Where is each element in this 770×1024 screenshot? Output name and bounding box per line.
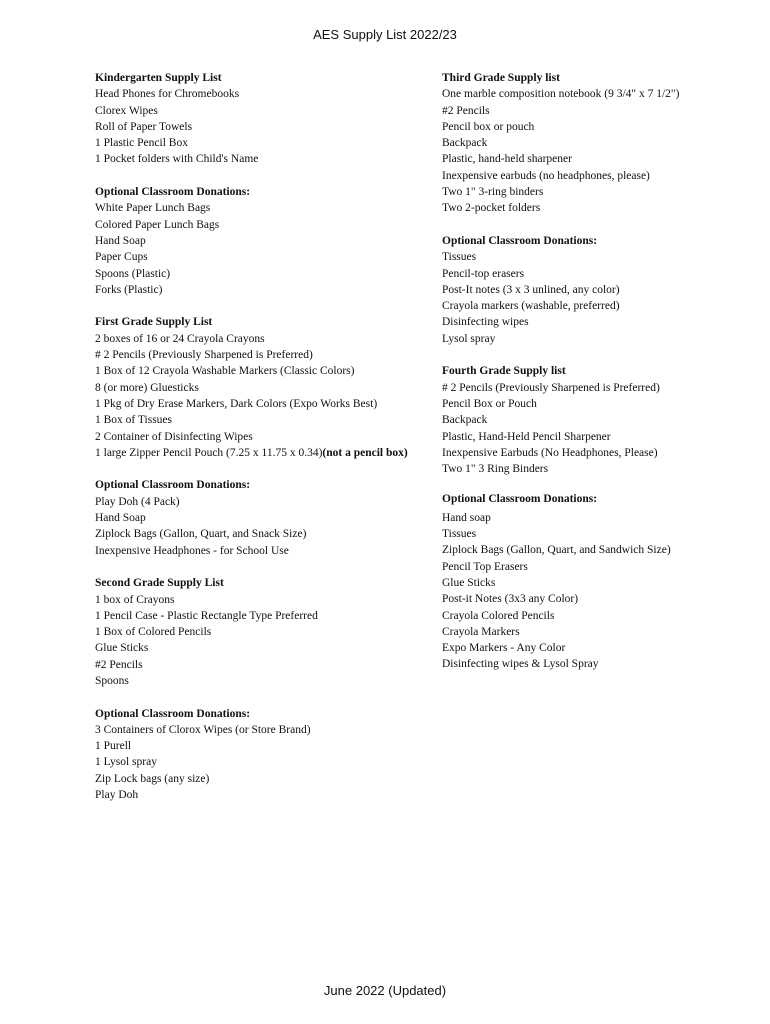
list-item: Pencil Top Erasers: [442, 560, 528, 573]
first-grade-section: [95, 314, 435, 461]
list-item: Pencil-top erasers: [442, 267, 525, 280]
list-item: #2 Pencils: [95, 658, 143, 671]
list-item: 1 Box of 12 Crayola Washable Markers (Classic Colors): [95, 365, 355, 378]
list-item: Crayola Markers: [442, 625, 520, 638]
list-item: 1 Plastic Pencil Box: [95, 137, 188, 150]
list-item: 1 box of Crayons: [95, 593, 175, 606]
list-item: Hand soap: [442, 511, 491, 524]
section-heading: Second Grade Supply List: [95, 577, 224, 590]
list-item: Zip Lock bags (any size): [95, 772, 210, 785]
list-item: Post-it Notes (3x3 any Color): [442, 593, 579, 606]
list-item: One marble composition notebook (9 3/4" x 7 1/2"): [442, 88, 680, 101]
list-item: Two 1" 3 Ring Binders: [442, 463, 549, 476]
second-grade-section: [95, 575, 435, 689]
list-item: Clorex Wipes: [95, 104, 158, 117]
list-item: Roll of Paper Towels: [95, 120, 193, 133]
list-item: 8 (or more) Gluesticks: [95, 381, 199, 394]
list-item: Colored Paper Lunch Bags: [95, 218, 220, 231]
kindergarten-donations-section: [95, 184, 435, 298]
list-item: Disinfecting wipes & Lysol Spray: [442, 658, 599, 671]
section-heading: Kindergarten Supply List: [95, 72, 222, 84]
list-item: Glue Sticks: [442, 576, 496, 589]
section-heading: Optional Classroom Donations:: [442, 493, 598, 506]
third-grade-donations-section: [442, 233, 752, 347]
list-item: 1 Pkg of Dry Erase Markers, Dark Colors (Expo Works Best): [95, 397, 378, 410]
list-item: Lysol spray: [442, 332, 496, 345]
list-item: 1 Box of Tissues: [95, 414, 173, 427]
fourth-grade-donations-section: [442, 491, 752, 672]
list-item: Two 1" 3-ring binders: [442, 186, 544, 199]
list-item: #2 Pencils: [442, 104, 490, 117]
list-item: # 2 Pencils (Previously Sharpened is Preferred): [95, 349, 313, 362]
list-item: [95, 445, 435, 461]
list-item: Inexpensive Headphones - for School Use: [95, 544, 289, 557]
item-emphasis: (not a pencil box): [322, 446, 408, 459]
list-item: Expo Markers - Any Color: [442, 642, 566, 655]
list-item: Spoons (Plastic): [95, 267, 171, 280]
document-footer: June 2022 (Updated): [323, 983, 447, 998]
list-item: Backpack: [442, 414, 488, 427]
fourth-grade-section: [442, 363, 752, 477]
list-item: Post-It notes (3 x 3 unlined, any color): [442, 283, 620, 296]
section-heading: Fourth Grade Supply list: [442, 365, 566, 378]
list-item: Ziplock Bags (Gallon, Quart, and Sandwich Size): [442, 544, 671, 557]
second-grade-donations-section: [95, 706, 435, 804]
list-item: # 2 Pencils (Previously Sharpened is Preferred): [442, 381, 660, 394]
section-heading: Optional Classroom Donations:: [95, 479, 251, 492]
list-item: 1 Pencil Case - Plastic Rectangle Type Preferred: [95, 609, 318, 622]
list-item: Play Doh: [95, 789, 139, 802]
list-item: 1 Pocket folders with Child's Name: [95, 153, 259, 166]
section-heading: Optional Classroom Donations:: [95, 186, 251, 199]
right-column: [442, 70, 752, 689]
list-item: Disinfecting wipes: [442, 316, 529, 329]
list-item: 1 Purell: [95, 740, 132, 753]
list-item: Hand Soap: [95, 512, 146, 525]
list-item: Ziplock Bags (Gallon, Quart, and Snack Size): [95, 528, 307, 541]
list-item: 2 boxes of 16 or 24 Crayola Crayons: [95, 332, 265, 345]
list-item: Head Phones for Chromebooks: [95, 88, 240, 101]
section-heading: Optional Classroom Donations:: [95, 707, 251, 720]
list-item: Two 2-pocket folders: [442, 202, 541, 215]
list-item: Pencil box or pouch: [442, 120, 535, 133]
list-item: 3 Containers of Clorox Wipes (or Store Brand): [95, 723, 311, 736]
list-item: Play Doh (4 Pack): [95, 495, 180, 508]
list-item: Forks (Plastic): [95, 283, 163, 296]
list-item: Inexpensive earbuds (no headphones, please): [442, 169, 650, 182]
section-heading: First Grade Supply List: [95, 316, 213, 329]
kindergarten-section: [95, 70, 435, 168]
first-grade-donations-section: [95, 477, 435, 558]
list-item: Plastic, hand-held sharpener: [442, 153, 572, 166]
list-item: Pencil Box or Pouch: [442, 397, 537, 410]
list-item: 2 Container of Disinfecting Wipes: [95, 430, 253, 443]
list-item: Inexpensive Earbuds (No Headphones, Please): [442, 446, 658, 459]
list-item: Tissues: [442, 251, 477, 264]
left-column: [95, 70, 435, 820]
list-item: Backpack: [442, 137, 488, 150]
list-item: Crayola Colored Pencils: [442, 609, 555, 622]
list-item: Crayola markers (washable, preferred): [442, 300, 620, 313]
list-item: Paper Cups: [95, 251, 148, 264]
list-item: Spoons: [95, 674, 129, 687]
item-text: 1 large Zipper Pencil Pouch (7.25 x 11.75 x 0.34): [95, 446, 323, 459]
list-item: White Paper Lunch Bags: [95, 202, 211, 215]
list-item: Plastic, Hand-Held Pencil Sharpener: [442, 430, 611, 443]
third-grade-section: [442, 70, 752, 217]
section-heading: Third Grade Supply list: [442, 72, 560, 84]
list-item: Tissues: [442, 528, 477, 541]
list-item: Hand Soap: [95, 234, 146, 247]
list-item: 1 Box of Colored Pencils: [95, 626, 212, 639]
document-title: AES Supply List 2022/23: [313, 27, 457, 42]
list-item: Glue Sticks: [95, 642, 149, 655]
section-heading: Optional Classroom Donations:: [442, 234, 598, 247]
list-item: 1 Lysol spray: [95, 756, 157, 769]
